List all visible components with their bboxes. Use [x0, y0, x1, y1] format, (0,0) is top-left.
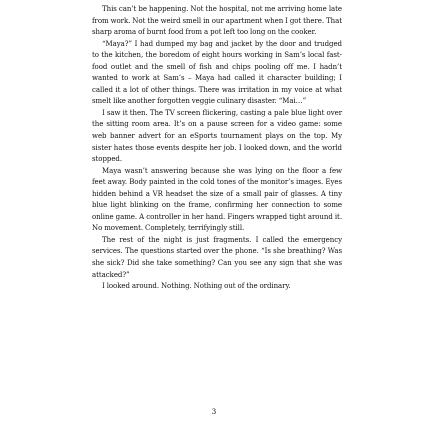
paragraph-5: The rest of the night is just fragments. I called the emergency services. The questions started over the phone. “Is she breathing? Was she sick? Did she take something? Can you see any sign that she was attacked?”: [92, 235, 342, 279]
paragraph-4: Maya wasn’t answering because she was lying on the floor a few feet away. Body painted in the cold tones of the monitor’s images. Eyes hidden behind a VR headset the size of a small pair of glasses. A tiny blue light blinking on the frame, confirming her connection to some online game. A controller in her hand. Fingers wrapped tight around it. No movement. Completely, terrifyingly still.: [92, 166, 342, 233]
paragraph-3: I saw it then. The TV screen flickering, casting a pale blue light over the sitting room area. It’s on a pause screen for a video game: some web banner advert for an eSports tournament plays on the top. My sister hates those events despite her job. I looked down, and the world stopped.: [92, 108, 342, 164]
body-text: [92, 4, 342, 293]
paragraph-6: I looked around. Nothing. Nothing out of the ordinary.: [102, 282, 291, 291]
page-number: 3: [211, 408, 217, 416]
paragraph-1: This can’t be happening. Not the hospital, not me arriving home late from work. Not the weird smell in our apartment when I got there. That sharp aroma of burnt food from a pot left too long on the cooker.: [92, 5, 342, 37]
paragraph-2: “Maya?” I had dumped my bag and jacket by the door and trudged to the kitchen, the boredom of eight hours working in Sam’s local fast-food outlet and the smell of fish and chips pooling off me. I hadn’t wanted to work at Sam’s – Maya had called it character building; I called it a lot of other things. There was irritation in my voice at what smelt like another forgotten veggie culinary disaster. “Mai…”: [92, 39, 342, 106]
